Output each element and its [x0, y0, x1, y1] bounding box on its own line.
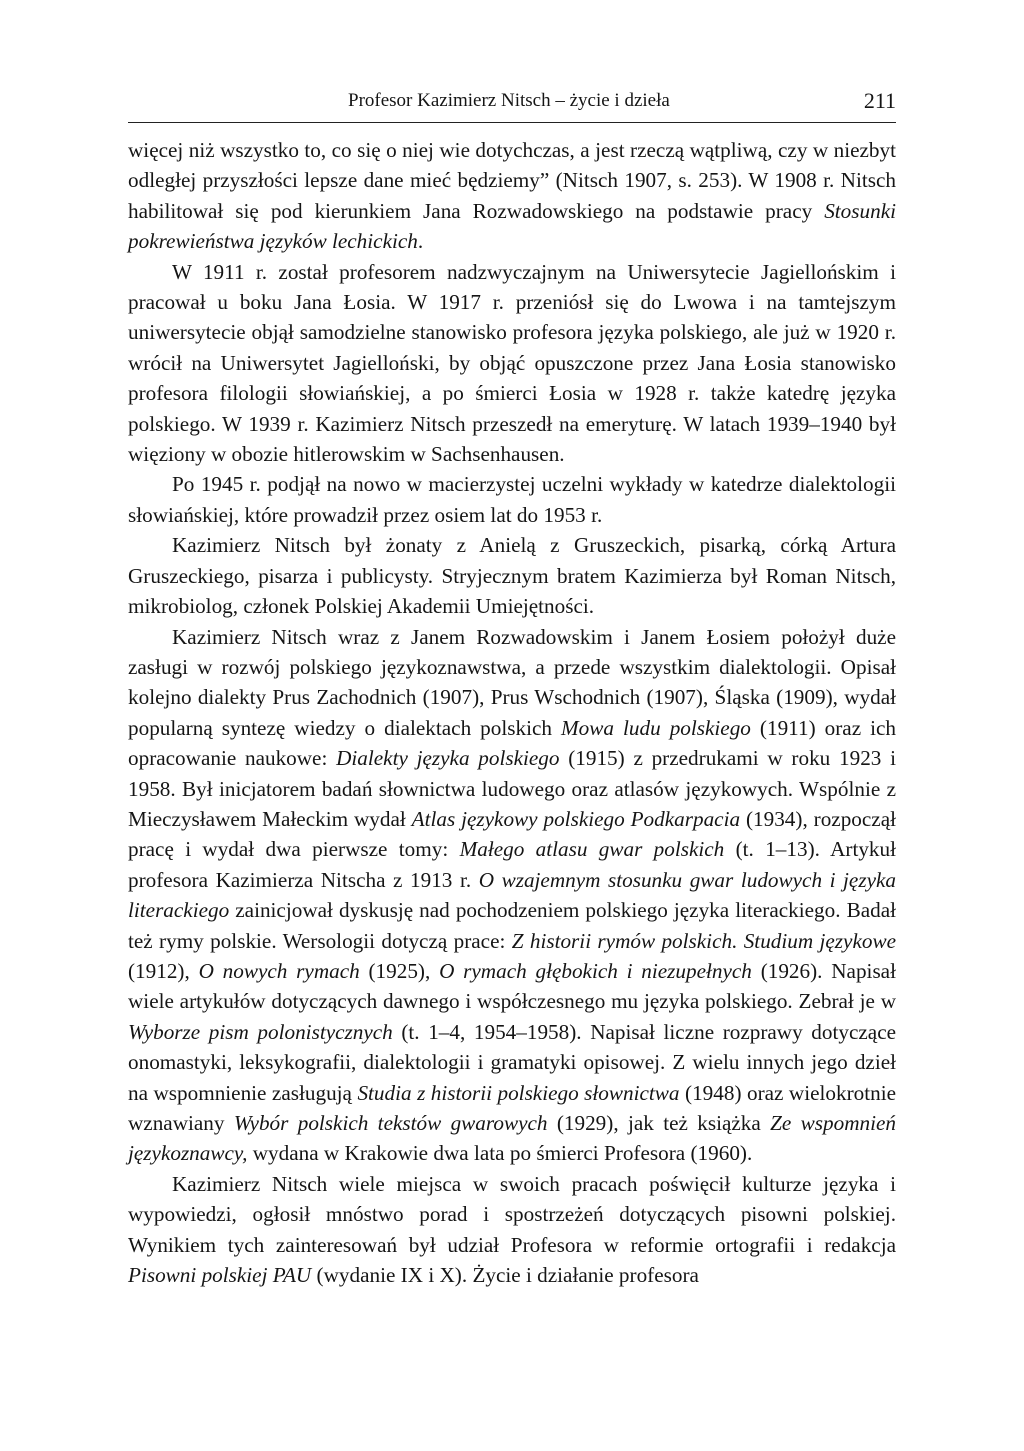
page: [128, 84, 896, 1290]
italic-title: Atlas językowy polskiego Podkarpacia: [411, 806, 741, 831]
text-run: (wydanie IX i X). Życie i działanie profesora: [311, 1263, 699, 1288]
text-run: (1934), rozpoczął pracę i wydał dwa pierwsze tomy:: [128, 806, 896, 862]
paragraph: [128, 530, 896, 621]
text-run: (1926). Napisał wiele artykułów dotyczących dawnego i współczesnego mu języka polskiego. Zebrał je w: [128, 958, 896, 1014]
italic-title: O wzajemnym stosunku gwar ludowych i języka literackiego: [128, 867, 896, 923]
text-run: (t. 1–13). Artykuł profesora Kazimierza Nitscha z 1913 r.: [128, 837, 896, 892]
paragraph: [128, 257, 896, 470]
running-header: [128, 84, 896, 123]
text-run: Kazimierz Nitsch wraz z Janem Rozwadowskim i Janem Łosiem położył duże zasługi w rozwój polskiego językoznawstwa, a przede wszystkim dialektologii. Opisał kolejno dialekty Prus Zachodnich (1907), Prus Wschodnich (1907), Śląska (1909), wydał popularną syntezę wiedzy o dialektach polskich: [128, 624, 896, 740]
text-run: więcej niż wszystko to, co się o niej wie dotychczas, a jest rzeczą wątpliwą, czy w niezbyt odległej przyszłości lepsze dane mieć będziemy” (Nitsch 1907, s. 253). W 1908 r. Nitsch habilitował się pod kierunkiem Jana Rozwadowskiego na podstawie pracy: [128, 138, 896, 223]
paragraph: [128, 135, 896, 257]
italic-title: O rymach głębokich i niezupełnych: [439, 958, 752, 983]
italic-title: Z historii rymów polskich. Studium językowe: [511, 928, 896, 953]
italic-title: Dialekty języka polskiego: [336, 746, 560, 771]
italic-title: Mowa ludu polskiego: [561, 715, 751, 740]
text-run: (1929), jak też książka: [547, 1111, 771, 1135]
text-run: (t. 1–4, 1954–1958). Napisał liczne rozprawy dotyczące onomastyki, leksykografii, dialektologii i gramatyki opisowej. Z wielu innych jego dzieł na wspomnienie zasługują: [128, 1019, 896, 1105]
text-run: (1911) oraz ich opracowanie naukowe:: [128, 715, 897, 771]
italic-title: Wyborze pism polonistycznych: [128, 1019, 393, 1044]
italic-title: O nowych rymach: [198, 958, 360, 983]
italic-title: Studia z historii polskiego słownictwa: [357, 1080, 680, 1105]
text-run: Kazimierz Nitsch był żonaty z Anielą z Gruszeckich, pisarką, córką Artura Gruszeckiego, pisarza i publicysty. Stryjecznym bratem Kazimierza był Roman Nitsch, mikrobiolog, członek Polskiej Akademii Umiejętności.: [128, 533, 896, 619]
text-run: wydana w Krakowie dwa lata po śmierci Profesora (1960).: [247, 1141, 753, 1166]
italic-title: Pisowni polskiej PAU: [128, 1263, 312, 1288]
italic-title: Wybór polskich tekstów gwarowych: [233, 1111, 548, 1135]
text-run: zainicjował dyskusję nad pochodzeniem polskiego języka literackiego. Badał też rymy polskie. Wersologii dotyczą prace:: [128, 898, 896, 953]
italic-title: Stosunki pokrewieństwa języków lechickich: [128, 198, 896, 254]
text-run: Kazimierz Nitsch wiele miejsca w swoich pracach poświęcił kulturze języka i wypowiedzi, ogłosił mnóstwo porad i spostrzeżeń dotyczących pisowni polskiej. Wynikiem tych zainteresowań był udział Profesora w reformie ortografii i redakcja: [128, 1171, 896, 1257]
paragraph: [128, 469, 896, 530]
text-run: (1912),: [128, 958, 199, 983]
text-run: .: [417, 229, 424, 254]
text-run: (1925),: [359, 958, 440, 983]
body-text: [128, 135, 896, 1290]
page-number: 211: [863, 88, 896, 113]
italic-title: Małego atlasu gwar polskich: [459, 837, 725, 862]
paragraph: [128, 1169, 896, 1291]
italic-title: Ze wspomnień językoznawcy,: [128, 1111, 897, 1166]
text-run: (1915) z przedrukami w roku 1923 i 1958. Był inicjatorem badań słownictwa ludowego oraz atlasów językowych. Wspólnie z Mieczysławem Małeckim wydał: [128, 746, 897, 831]
text-run: W 1911 r. został profesorem nadzwyczajnym na Uniwersytecie Jagiellońskim i pracował u boku Jana Łosia. W 1917 r. przeniósł się do Lwowa i na tamtejszym uniwersytecie objął samodzielne stanowisko profesora języka polskiego, ale już w 1920 r. wrócił na Uniwersytet Jagielloński, by objąć opuszczone przez Jana Łosia stanowisko profesora filologii słowiańskiej, a po śmierci Łosia w 1928 r. także katedrę języka polskiego. W 1939 r. Kazimierz Nitsch przeszedł na emeryturę. W latach 1939–1940 był więziony w obozie hitlerowskim w Sachsenhausen.: [128, 259, 896, 467]
paragraph: [128, 622, 896, 1169]
running-title: Profesor Kazimierz Nitsch – życie i dzieła: [348, 90, 670, 111]
text-run: Po 1945 r. podjął na nowo w macierzystej uczelni wykłady w katedrze dialektologii słowiańskiej, które prowadził przez osiem lat do 1953 r.: [128, 472, 896, 527]
text-run: (1948) oraz wielokrotnie wznawiany: [128, 1080, 896, 1135]
